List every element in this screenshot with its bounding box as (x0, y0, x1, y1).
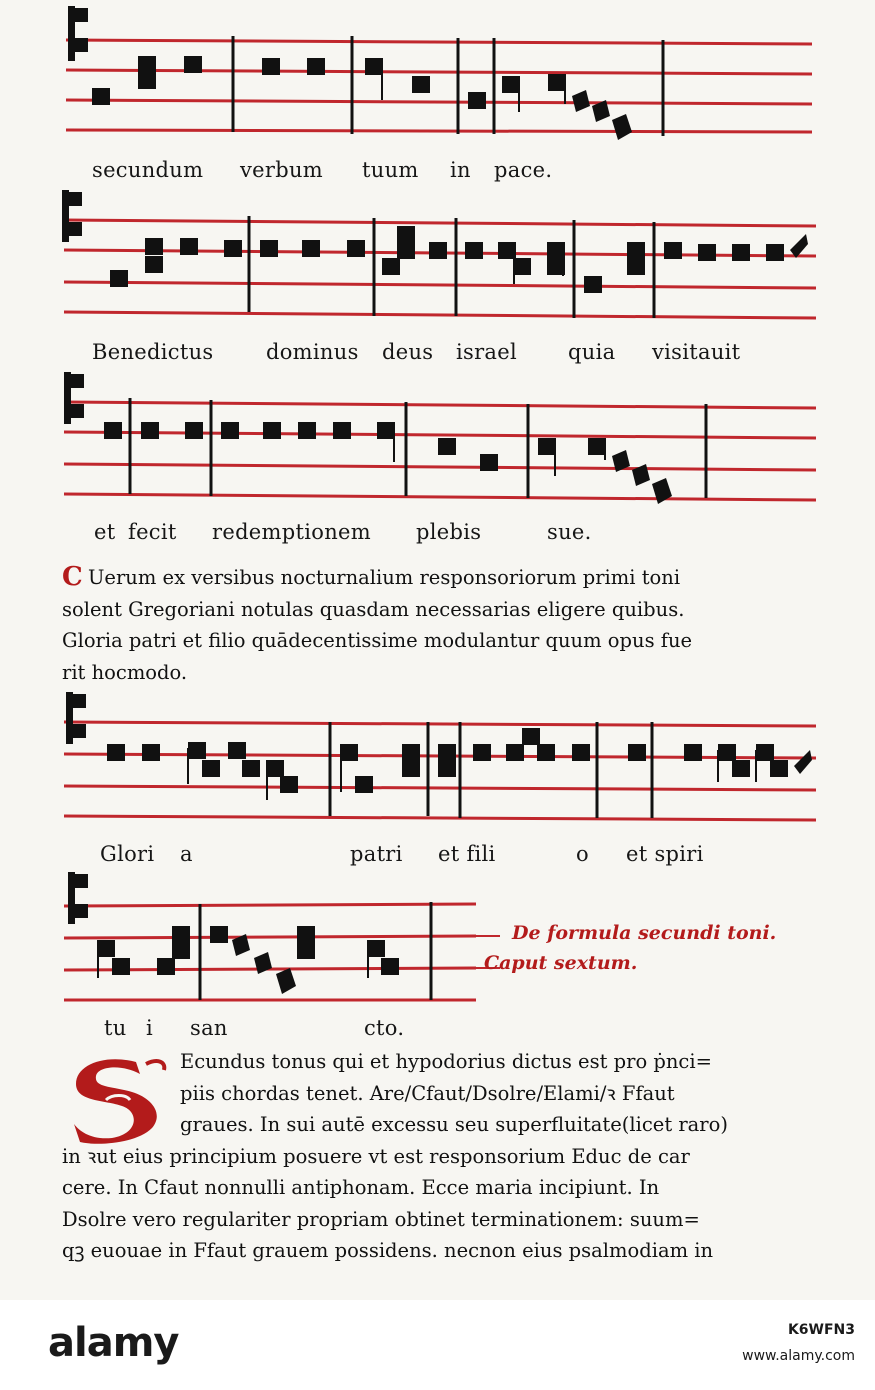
watermark-url: www.alamy.com (742, 1348, 855, 1364)
rubric-initial: C (62, 562, 83, 592)
lyric-word: tu (104, 1016, 127, 1040)
text-line: cere. In Cfaut nonnulli antiphonam. Ecce maria incipiunt. In (62, 1176, 660, 1199)
lyric-word: visitauit (652, 340, 741, 364)
lyric-word: et (94, 520, 116, 544)
lyric-word: san (190, 1016, 228, 1040)
text-line: Gloria patri et filio quādecentissime modulantur quum opus fue (62, 629, 693, 652)
lyric-word: sue. (547, 520, 592, 544)
watermark-image-id: K6WFN3 (787, 1322, 855, 1338)
lyric-word: a (180, 842, 193, 866)
text-line: qꝫ euouae in Ffaut grauem possidens. necnon eius psalmodiam in (62, 1239, 714, 1262)
lyric-word: deus (382, 340, 434, 364)
lyric-word: o (576, 842, 589, 866)
lyric-word: verbum (240, 158, 324, 182)
lyric-word: Benedictus (92, 340, 214, 364)
text-line: rit hocmodo. (62, 660, 188, 684)
lyric-word: redemptionem (212, 520, 371, 544)
text-line: in ꝛut eius principium posuere vt est responsorium Educ de car (62, 1144, 690, 1168)
text-line: solent Gregoriani notulas quasdam necessarias eligere quibus. (62, 597, 685, 621)
lyric-word: plebis (416, 520, 482, 544)
lyric-word: i (146, 1016, 154, 1040)
chapter-heading-subtitle: Caput sextum. (484, 952, 638, 974)
lyric-word: et fili (438, 842, 496, 866)
lyric-word: Glori (100, 842, 155, 866)
lyric-word: fecit (128, 520, 177, 544)
chapter-heading-title: De formula secundi toni. (512, 922, 777, 944)
text-line: Dsolre vero regulariter propriam obtinet terminationem: suum= (62, 1207, 700, 1231)
lyric-word: israel (456, 340, 517, 364)
lyric-word: pace. (494, 158, 553, 182)
lyric-word: quia (568, 340, 616, 364)
lyric-word: secundum (92, 158, 204, 182)
lyric-word: in (450, 158, 471, 182)
text-line: Uerum ex versibus nocturnalium responsoriorum primi toni (88, 566, 681, 589)
lyric-word: tuum (362, 158, 419, 182)
lyric-word: patri (350, 842, 403, 866)
text-line: Ecundus tonus qui et hypodorius dictus est pro ṗnci= (180, 1050, 712, 1073)
lyric-word: cto. (364, 1016, 405, 1040)
lyric-word: dominus (266, 340, 359, 364)
watermark-logo: alamy (48, 1320, 179, 1366)
text-line: graues. In sui autē excessu seu superfluitate(licet raro) (180, 1113, 728, 1136)
lyric-word: et spiri (626, 842, 704, 866)
text-line: piis chordas tenet. Are/Cfaut/Dsolre/Elami/ꝛ Ffaut (180, 1081, 675, 1105)
paragraph-second-tone (62, 1046, 822, 1267)
